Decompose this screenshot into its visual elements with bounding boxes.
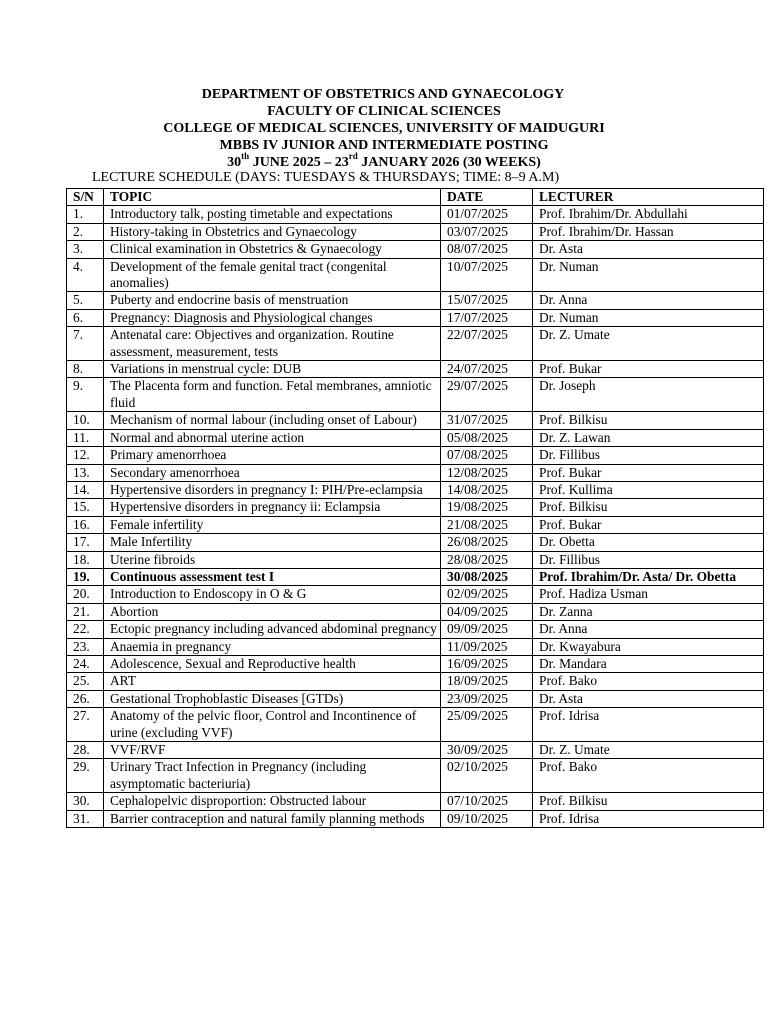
table-row: [67, 309, 764, 326]
cell-topic: History-taking in Obstetrics and Gynaecology: [104, 223, 441, 240]
cell-date: 16/09/2025: [441, 655, 533, 672]
cell-date: 30/08/2025: [441, 568, 533, 585]
cell-sn: 10.: [67, 412, 104, 429]
cell-lecturer: Prof. Bukar: [533, 464, 764, 481]
table-row: [67, 378, 764, 412]
cell-sn: 13.: [67, 464, 104, 481]
lecture-schedule-table: [66, 188, 764, 828]
cell-date: 31/07/2025: [441, 412, 533, 429]
cell-sn: 12.: [67, 447, 104, 464]
cell-lecturer: Prof. Bako: [533, 759, 764, 793]
column-header-topic: TOPIC: [104, 189, 441, 206]
cell-sn: 11.: [67, 429, 104, 446]
table-row: [67, 292, 764, 309]
cell-sn: 8.: [67, 361, 104, 378]
cell-lecturer: Prof. Bukar: [533, 516, 764, 533]
column-header-sn: S/N: [67, 189, 104, 206]
cell-lecturer: Dr. Fillibus: [533, 551, 764, 568]
cell-topic: Puberty and endocrine basis of menstruation: [104, 292, 441, 309]
cell-sn: 28.: [67, 742, 104, 759]
cell-date: 15/07/2025: [441, 292, 533, 309]
table-row: [67, 708, 764, 742]
cell-topic: Hypertensive disorders in pregnancy I: PIH/Pre-eclampsia: [104, 481, 441, 498]
cell-date: 24/07/2025: [441, 361, 533, 378]
cell-date: 14/08/2025: [441, 481, 533, 498]
cell-topic: Uterine fibroids: [104, 551, 441, 568]
table-body: [67, 206, 764, 828]
faculty-title: FACULTY OF CLINICAL SCIENCES: [267, 104, 501, 119]
cell-sn: 7.: [67, 327, 104, 361]
cell-sn: 6.: [67, 309, 104, 326]
table-row: [67, 793, 764, 810]
cell-lecturer: Dr. Kwayabura: [533, 638, 764, 655]
cell-topic: Introductory talk, posting timetable and expectations: [104, 206, 441, 223]
cell-date: 30/09/2025: [441, 742, 533, 759]
cell-lecturer: Dr. Anna: [533, 621, 764, 638]
cell-topic: Female infertility: [104, 516, 441, 533]
cell-topic: Secondary amenorrhoea: [104, 464, 441, 481]
cell-date: 08/07/2025: [441, 241, 533, 258]
table-row: [67, 742, 764, 759]
table-row: [67, 690, 764, 707]
cell-topic: Gestational Trophoblastic Diseases [GTDs): [104, 690, 441, 707]
cell-topic: Introduction to Endoscopy in O & G: [104, 586, 441, 603]
cell-sn: 20.: [67, 586, 104, 603]
cell-lecturer: Dr. Asta: [533, 241, 764, 258]
cell-lecturer: Dr. Fillibus: [533, 447, 764, 464]
cell-topic: Clinical examination in Obstetrics & Gynaecology: [104, 241, 441, 258]
cell-date: 29/07/2025: [441, 378, 533, 412]
cell-lecturer: Prof. Bilkisu: [533, 412, 764, 429]
cell-sn: 18.: [67, 551, 104, 568]
table-row: [67, 516, 764, 533]
cell-date: 09/10/2025: [441, 810, 533, 827]
cell-sn: 21.: [67, 603, 104, 620]
cell-sn: 15.: [67, 499, 104, 516]
table-row: [67, 412, 764, 429]
table-row: [67, 603, 764, 620]
table-row: [67, 759, 764, 793]
cell-date: 05/08/2025: [441, 429, 533, 446]
table-row: [67, 206, 764, 223]
table-row: [67, 499, 764, 516]
cell-date: 23/09/2025: [441, 690, 533, 707]
table-row: [67, 534, 764, 551]
cell-sn: 2.: [67, 223, 104, 240]
cell-lecturer: Prof. Kullima: [533, 481, 764, 498]
college-title: COLLEGE OF MEDICAL SCIENCES, UNIVERSITY OF MAIDUGURI: [163, 121, 605, 136]
schedule-subtitle: LECTURE SCHEDULE (DAYS: TUESDAYS & THURSDAYS; TIME: 8–9 A.M): [92, 170, 560, 185]
cell-date: 01/07/2025: [441, 206, 533, 223]
cell-topic: Antenatal care: Objectives and organization. Routine assessment, measurement, tests: [104, 327, 441, 361]
cell-sn: 26.: [67, 690, 104, 707]
cell-topic: Development of the female genital tract (congenital anomalies): [104, 258, 441, 292]
table-row: [67, 810, 764, 827]
document-header: [0, 86, 768, 171]
column-header-date: DATE: [441, 189, 533, 206]
cell-lecturer: Prof. Idrisa: [533, 810, 764, 827]
table-row: [67, 655, 764, 672]
cell-topic: Abortion: [104, 603, 441, 620]
cell-lecturer: Prof. Bako: [533, 673, 764, 690]
cell-topic: Urinary Tract Infection in Pregnancy (including asymptomatic bacteriuria): [104, 759, 441, 793]
cell-lecturer: Dr. Joseph: [533, 378, 764, 412]
table-row: [67, 327, 764, 361]
column-header-lecturer: LECTURER: [533, 189, 764, 206]
cell-sn: 3.: [67, 241, 104, 258]
cell-lecturer: Dr. Z. Umate: [533, 327, 764, 361]
cell-sn: 27.: [67, 708, 104, 742]
cell-sn: 1.: [67, 206, 104, 223]
cell-lecturer: Dr. Zanna: [533, 603, 764, 620]
cell-sn: 30.: [67, 793, 104, 810]
cell-date: 02/10/2025: [441, 759, 533, 793]
cell-date: 02/09/2025: [441, 586, 533, 603]
cell-sn: 29.: [67, 759, 104, 793]
cell-date: 03/07/2025: [441, 223, 533, 240]
cell-date: 18/09/2025: [441, 673, 533, 690]
cell-date: 07/10/2025: [441, 793, 533, 810]
start-rest: JUNE 2025 – 23: [249, 155, 349, 170]
cell-sn: 9.: [67, 378, 104, 412]
cell-lecturer: Prof. Bilkisu: [533, 793, 764, 810]
cell-lecturer: Dr. Mandara: [533, 655, 764, 672]
cell-date: 07/08/2025: [441, 447, 533, 464]
cell-sn: 17.: [67, 534, 104, 551]
cell-lecturer: Prof. Bilkisu: [533, 499, 764, 516]
cell-lecturer: Prof. Idrisa: [533, 708, 764, 742]
posting-dates: [0, 151, 768, 171]
cell-date: 11/09/2025: [441, 638, 533, 655]
cell-lecturer: Dr. Obetta: [533, 534, 764, 551]
cell-topic: Anaemia in pregnancy: [104, 638, 441, 655]
table-row: [67, 361, 764, 378]
cell-date: 17/07/2025: [441, 309, 533, 326]
cell-topic: Hypertensive disorders in pregnancy ii: Eclampsia: [104, 499, 441, 516]
cell-lecturer: Prof. Ibrahim/Dr. Asta/ Dr. Obetta: [533, 568, 764, 585]
table-row: [67, 429, 764, 446]
cell-sn: 4.: [67, 258, 104, 292]
cell-sn: 22.: [67, 621, 104, 638]
posting-title: MBBS IV JUNIOR AND INTERMEDIATE POSTING: [219, 138, 549, 153]
cell-lecturer: Prof. Bukar: [533, 361, 764, 378]
cell-topic: The Placenta form and function. Fetal membranes, amniotic fluid: [104, 378, 441, 412]
table-row: [67, 447, 764, 464]
cell-lecturer: Prof. Ibrahim/Dr. Hassan: [533, 223, 764, 240]
table-row: [67, 464, 764, 481]
cell-date: 26/08/2025: [441, 534, 533, 551]
table-row: [67, 258, 764, 292]
cell-topic: Barrier contraception and natural family planning methods: [104, 810, 441, 827]
cell-date: 09/09/2025: [441, 621, 533, 638]
cell-topic: Primary amenorrhoea: [104, 447, 441, 464]
cell-sn: 23.: [67, 638, 104, 655]
table-row: [67, 638, 764, 655]
cell-topic: Variations in menstrual cycle: DUB: [104, 361, 441, 378]
table-row: [67, 223, 764, 240]
cell-date: 04/09/2025: [441, 603, 533, 620]
department-title: DEPARTMENT OF OBSTETRICS AND GYNAECOLOGY: [201, 87, 565, 102]
cell-sn: 25.: [67, 673, 104, 690]
table-row: [67, 586, 764, 603]
table-row: [67, 673, 764, 690]
cell-sn: 19.: [67, 568, 104, 585]
start-day: 30: [227, 155, 242, 170]
cell-lecturer: Prof. Hadiza Usman: [533, 586, 764, 603]
cell-topic: Cephalopelvic disproportion: Obstructed labour: [104, 793, 441, 810]
cell-lecturer: Dr. Z. Lawan: [533, 429, 764, 446]
cell-lecturer: Dr. Numan: [533, 309, 764, 326]
cell-date: 25/09/2025: [441, 708, 533, 742]
table-row: [67, 551, 764, 568]
table-row: [67, 621, 764, 638]
table-row: [67, 568, 764, 585]
cell-topic: Adolescence, Sexual and Reproductive health: [104, 655, 441, 672]
table-header-row: [67, 189, 764, 206]
cell-topic: Normal and abnormal uterine action: [104, 429, 441, 446]
cell-lecturer: Dr. Asta: [533, 690, 764, 707]
cell-topic: Male Infertility: [104, 534, 441, 551]
end-rest: JANUARY 2026 (30 WEEKS): [357, 155, 541, 170]
cell-sn: 31.: [67, 810, 104, 827]
cell-lecturer: Dr. Z. Umate: [533, 742, 764, 759]
cell-sn: 16.: [67, 516, 104, 533]
cell-date: 21/08/2025: [441, 516, 533, 533]
cell-date: 28/08/2025: [441, 551, 533, 568]
cell-sn: 5.: [67, 292, 104, 309]
cell-date: 10/07/2025: [441, 258, 533, 292]
cell-topic: Mechanism of normal labour (including onset of Labour): [104, 412, 441, 429]
table-row: [67, 481, 764, 498]
cell-date: 22/07/2025: [441, 327, 533, 361]
cell-topic: Continuous assessment test I: [104, 568, 441, 585]
cell-topic: Ectopic pregnancy including advanced abdominal pregnancy: [104, 621, 441, 638]
cell-sn: 24.: [67, 655, 104, 672]
cell-topic: Anatomy of the pelvic floor, Control and Incontinence of urine (excluding VVF): [104, 708, 441, 742]
cell-date: 12/08/2025: [441, 464, 533, 481]
table-row: [67, 241, 764, 258]
cell-topic: VVF/RVF: [104, 742, 441, 759]
cell-lecturer: Dr. Numan: [533, 258, 764, 292]
cell-topic: ART: [104, 673, 441, 690]
cell-topic: Pregnancy: Diagnosis and Physiological changes: [104, 309, 441, 326]
cell-lecturer: Prof. Ibrahim/Dr. Abdullahi: [533, 206, 764, 223]
cell-date: 19/08/2025: [441, 499, 533, 516]
cell-lecturer: Dr. Anna: [533, 292, 764, 309]
start-day-suffix: th: [241, 151, 250, 162]
cell-sn: 14.: [67, 481, 104, 498]
end-day-suffix: rd: [348, 151, 358, 162]
